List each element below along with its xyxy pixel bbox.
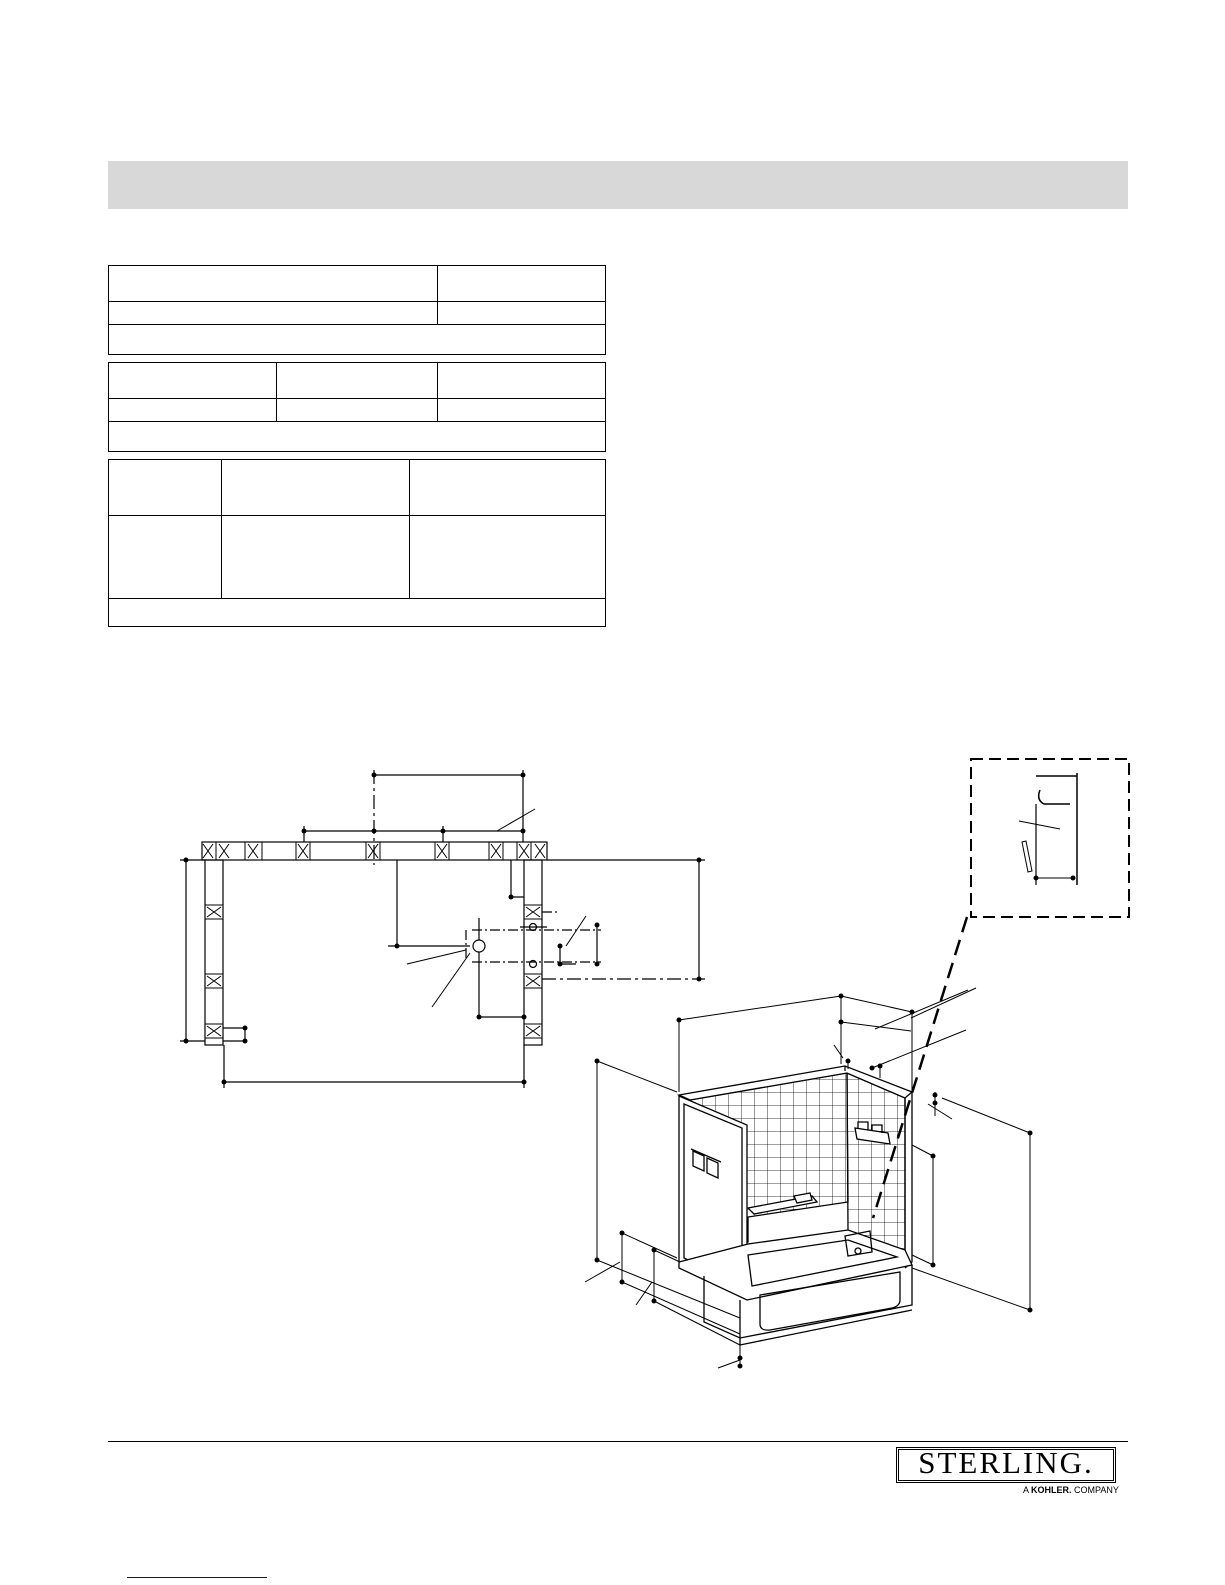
dimension-endpoints xyxy=(184,773,702,1085)
tagline-brand: KOHLER. xyxy=(1031,1485,1072,1495)
right-wall xyxy=(524,860,542,1045)
logo-tagline xyxy=(1023,1485,1119,1495)
tagline-suffix: COMPANY xyxy=(1074,1485,1119,1495)
sterling-logo xyxy=(893,1425,1123,1505)
bath-shower-unit-drawing xyxy=(679,1066,912,1345)
bottom-link-underline[interactable] xyxy=(127,1577,267,1578)
stud-marks xyxy=(203,844,545,1036)
roughin-plan-drawing xyxy=(180,770,705,1088)
logo-wordmark: STERLING. xyxy=(918,1445,1094,1480)
left-wall xyxy=(205,860,223,1045)
tagline-prefix: A xyxy=(1023,1485,1029,1495)
